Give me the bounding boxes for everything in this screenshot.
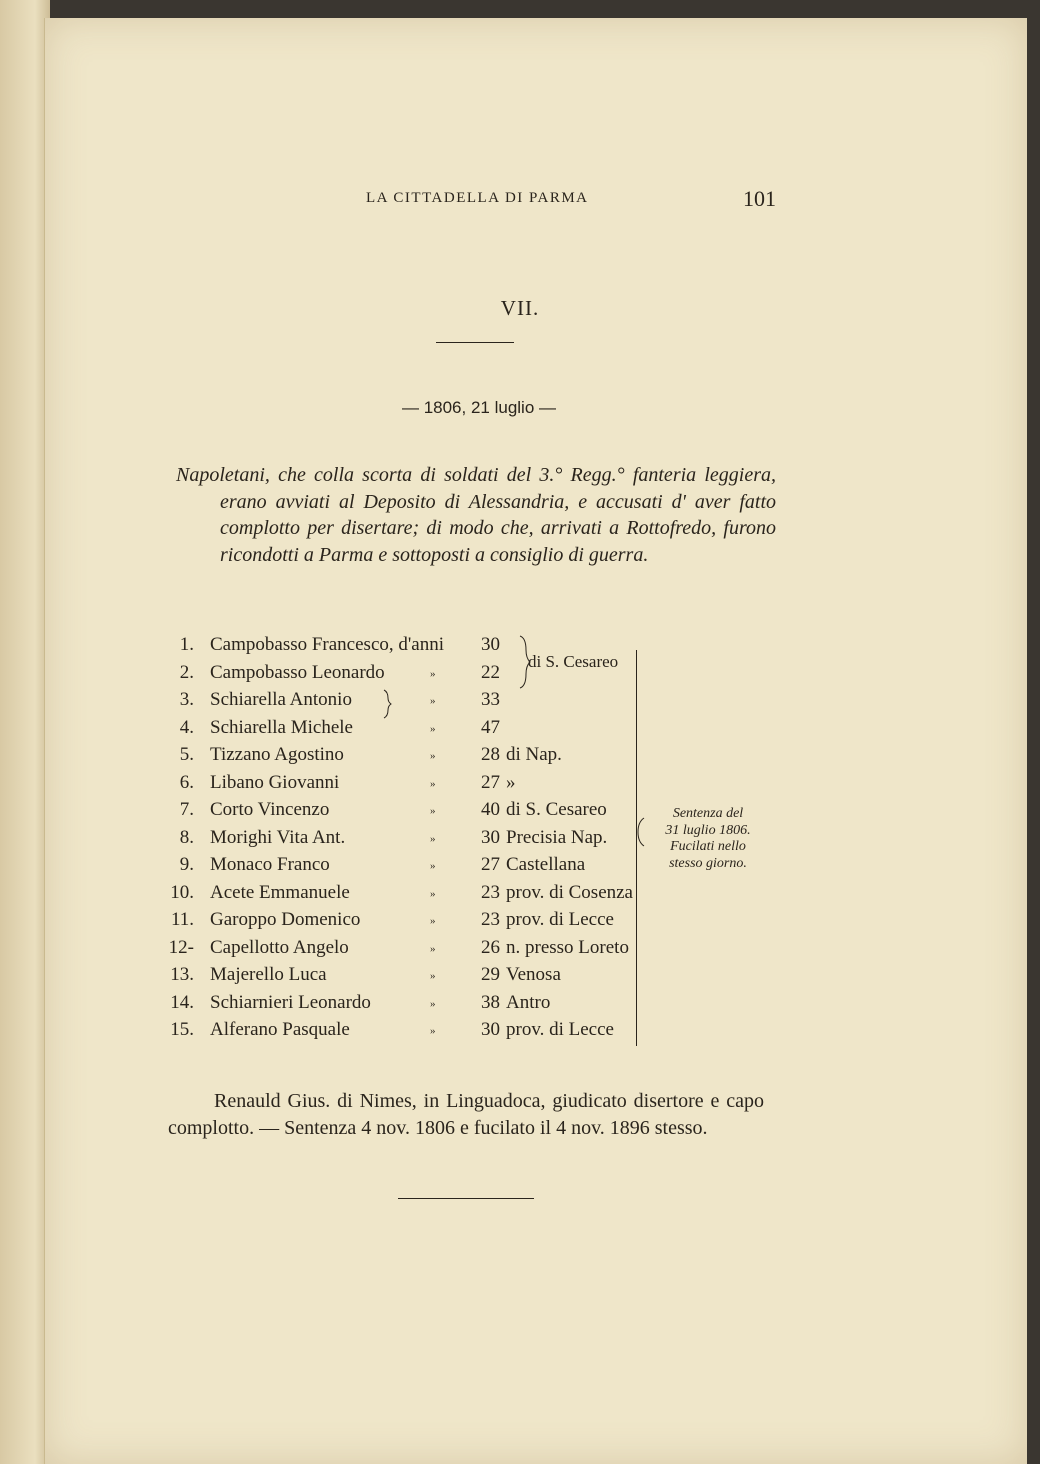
running-title: LA CITTADELLA DI PARMA (366, 190, 589, 206)
item-age: 30 (481, 634, 500, 655)
item-age: 22 (481, 661, 500, 683)
item-name: Libano Giovanni (210, 771, 340, 793)
sentence-line: Fucilati nello (670, 839, 746, 854)
item-number: 7. (179, 799, 194, 820)
list-item (150, 964, 650, 992)
page-number: 101 (743, 186, 776, 211)
ditto-mark: » (430, 695, 436, 707)
ditto-mark: » (430, 832, 436, 845)
ditto-mark: » (430, 942, 436, 955)
closing-rule (398, 1198, 534, 1199)
ditto-mark: » (430, 667, 436, 680)
brace-note: di S. Cesareo (528, 652, 619, 671)
item-place: Precisia Nap. (506, 826, 608, 848)
list-item (150, 717, 650, 745)
list-item (150, 799, 650, 827)
ditto-mark: » (430, 777, 436, 790)
intro-paragraph (176, 462, 776, 568)
list-vertical-rule (636, 650, 637, 1046)
item-age: 23 (481, 909, 500, 930)
item-name: Alferano Pasquale (210, 1019, 350, 1040)
item-age: 47 (481, 716, 500, 738)
sentence-line: stesso giorno. (669, 855, 747, 871)
list-item (150, 909, 650, 937)
final-paragraph (168, 1088, 764, 1141)
date-line: — 1806, 21 luglio — (401, 398, 557, 417)
item-name: Capellotto Angelo (210, 936, 349, 958)
item-name: Campobasso Francesco, d'anni (210, 634, 445, 655)
item-place: » (506, 771, 516, 793)
item-number: 10. (170, 881, 194, 903)
item-age: 23 (481, 881, 500, 903)
item-number: 2. (179, 661, 194, 683)
ditto-mark: » (430, 750, 436, 762)
item-number: 1. (179, 634, 194, 655)
item-name: Garoppo Domenico (210, 909, 361, 930)
ditto-mark: » (430, 860, 436, 872)
item-place: Venosa (506, 964, 561, 985)
item-place: di Nap. (506, 744, 562, 765)
item-name: Majerello Luca (210, 964, 327, 985)
item-age: 29 (481, 964, 500, 985)
item-place: prov. di Lecce (506, 1019, 614, 1040)
previous-page-edge (0, 0, 50, 1464)
item-number: 3. (179, 689, 194, 710)
ditto-mark: » (430, 997, 436, 1010)
item-number: 15. (170, 1019, 194, 1040)
item-number: 8. (179, 826, 194, 848)
item-name: Schiarella Antonio (210, 689, 352, 710)
item-place: Antro (506, 991, 551, 1013)
list-item (150, 772, 650, 800)
ditto-mark: » (430, 1025, 436, 1037)
item-age: 33 (481, 689, 500, 710)
item-number: 13. (170, 964, 194, 985)
list-item (150, 854, 650, 882)
running-header (366, 186, 776, 216)
list-item (150, 992, 650, 1020)
item-place: Castellana (506, 854, 586, 875)
item-number: 5. (179, 744, 194, 765)
item-name: Campobasso Leonardo (210, 661, 385, 683)
item-name: Acete Emmanuele (210, 881, 350, 903)
list-item (150, 1019, 650, 1047)
item-number: 6. (179, 771, 194, 793)
sentence-note (640, 806, 776, 872)
item-place: prov. di Lecce (506, 909, 614, 930)
item-place: prov. di Cosenza (506, 881, 633, 903)
section-numeral: VII. (500, 296, 540, 320)
list-item (150, 882, 650, 910)
ditto-mark: » (430, 887, 436, 900)
item-age: 38 (481, 991, 500, 1013)
item-number: 11. (170, 909, 194, 930)
item-name: Monaco Franco (210, 854, 330, 875)
list-item (150, 689, 650, 717)
item-age: 30 (481, 826, 500, 848)
item-age: 26 (481, 936, 500, 958)
list-item (150, 937, 650, 965)
item-age: 28 (481, 744, 500, 765)
item-name: Tizzano Agostino (210, 744, 344, 765)
item-age: 40 (481, 799, 500, 820)
item-place: di S. Cesareo (506, 799, 607, 820)
ditto-mark: » (430, 970, 436, 982)
ditto-mark: » (430, 805, 436, 817)
item-age: 30 (481, 1019, 500, 1040)
item-place: n. presso Loreto (506, 936, 629, 958)
item-name: Schiarnieri Leonardo (210, 991, 371, 1013)
item-number: 4. (179, 716, 194, 738)
sentence-line: 31 luglio 1806. (665, 822, 751, 838)
final-text: Renauld Gius. di Nimes, in Linguadoca, giudicato disertore e capo complotto. — Sentenza 4 nov. 1806 e fucilato il 4 nov. 1896 stesso. (168, 1090, 764, 1139)
item-number: 12- (168, 936, 194, 958)
section-rule (436, 342, 514, 343)
list-item (150, 744, 650, 772)
ditto-mark: » (430, 915, 436, 927)
intro-text: Napoletani, che colla scorta di soldati del 3.° Regg.° fanteria leggiera, erano avviati al Deposito di Alessandria, e accusati d' aver fatto complotto per disertare; di modo che, arrivati a Rottofredo, furono ricondotti a Parma e sottoposti a consiglio di guerra. (176, 464, 776, 566)
item-name: Morighi Vita Ant. (210, 826, 346, 848)
item-number: 9. (179, 854, 194, 875)
item-name: Schiarella Michele (210, 716, 353, 738)
sentence-line: Sentenza del (672, 806, 744, 821)
item-name: Corto Vincenzo (210, 799, 330, 820)
item-age: 27 (481, 854, 500, 875)
ditto-mark: » (430, 722, 436, 735)
item-number: 14. (170, 991, 194, 1013)
item-age: 27 (481, 771, 500, 793)
list-item (150, 827, 650, 855)
